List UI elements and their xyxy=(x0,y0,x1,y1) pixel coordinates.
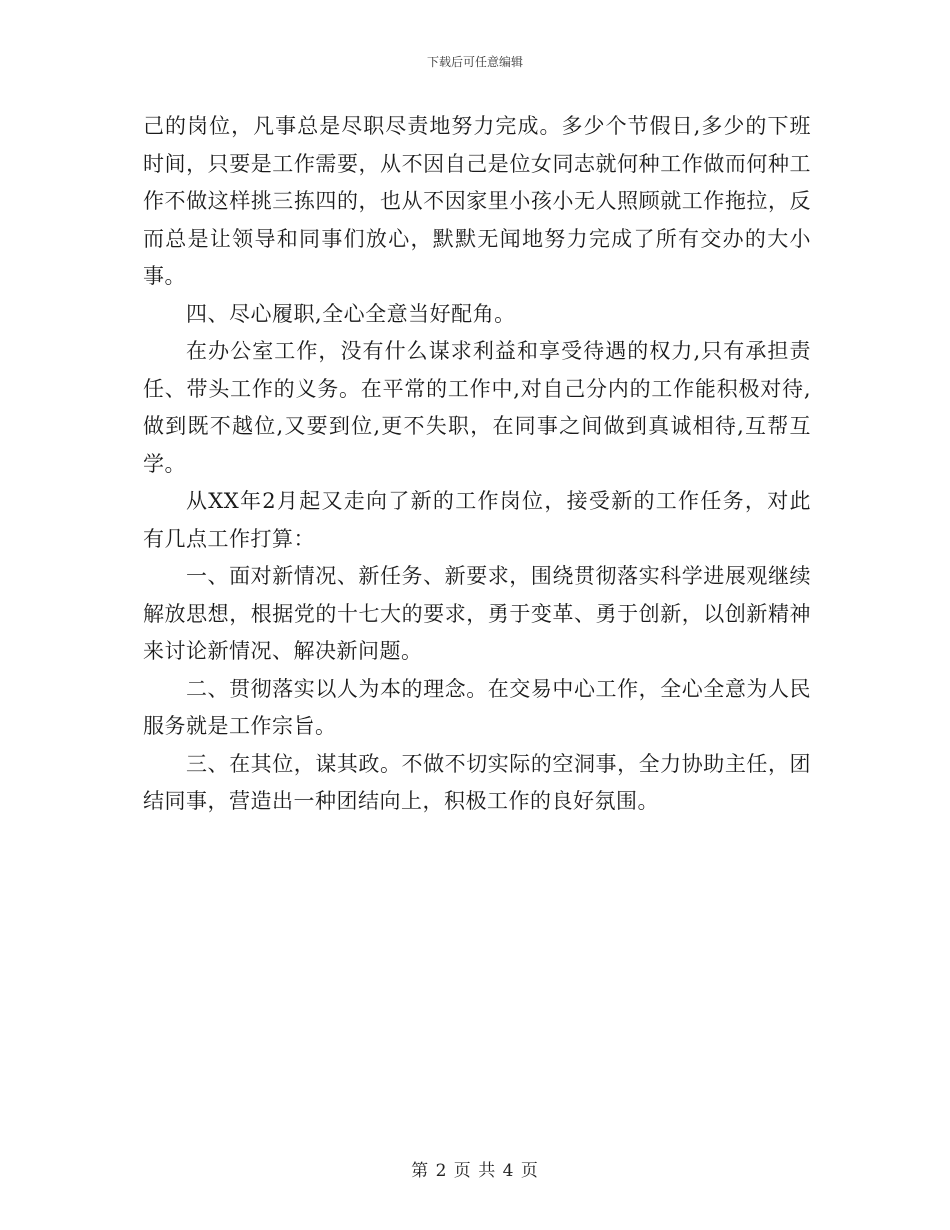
page-header: 下载后可任意编辑 xyxy=(426,55,523,69)
plan-item-one: 一、面对新情况、新任务、新要求，围绕贯彻落实科学进展观继续解放思想，根据党的十七大的要求，勇于变革、勇于创新，以创新精神来讨论新情况、解决新问题。 xyxy=(143,564,811,663)
paragraph-new-position: 从XX年2月起又走向了新的工作岗位，接受新的工作任务，对此有几点工作打算： xyxy=(143,489,811,551)
document-body xyxy=(143,108,811,821)
plan-item-two: 二、贯彻落实以人为本的理念。在交易中心工作，全心全意为人民服务就是工作宗旨。 xyxy=(143,676,811,738)
paragraph-office-work: 在办公室工作，没有什么谋求利益和享受待遇的权力,只有承担责任、带头工作的义务。在平常的工作中,对自己分内的工作能积极对待,做到既不越位,又要到位,更不失职，在同事之间做到真诚相待,互帮互学。 xyxy=(143,339,811,476)
paragraph-continuation: 己的岗位，凡事总是尽职尽责地努力完成。多少个节假日,多少的下班时间，只要是工作需要，从不因自己是位女同志就何种工作做而何种工作不做这样挑三拣四的，也从不因家里小孩小无人照顾就工作拖拉，反而总是让领导和同事们放心，默默无闻地努力完成了所有交办的大小事。 xyxy=(143,114,811,288)
plan-item-three: 三、在其位，谋其政。不做不切实际的空洞事，全力协助主任，团结同事，营造出一种团结向上，积极工作的良好氛围。 xyxy=(143,751,811,813)
page-number-footer: 第 2 页 共 4 页 xyxy=(411,1161,539,1181)
section-heading-four: 四、尽心履职,全心全意当好配角。 xyxy=(186,301,516,326)
